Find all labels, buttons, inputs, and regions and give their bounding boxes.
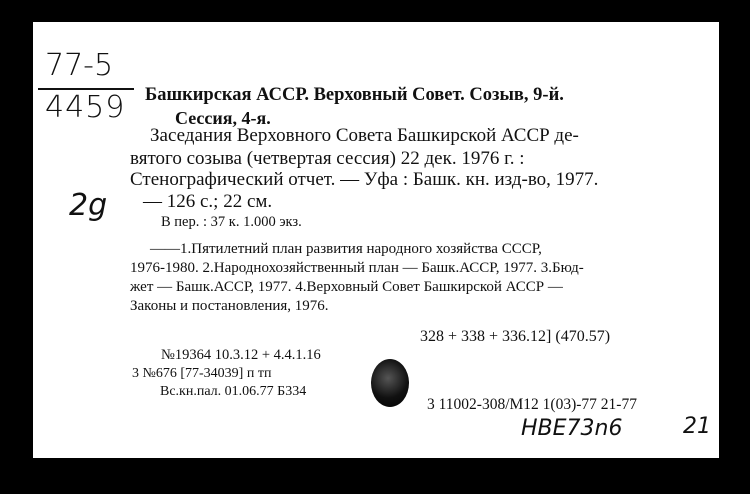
classification-line: 328 + 338 + 336.12] (470.57) [420,328,611,345]
subjects-line-4: Законы и постановления, 1976. [130,298,329,314]
title-line-4: — 126 с.; 22 см. [143,191,273,212]
handwritten-shelf-top: 77-5 [45,48,114,83]
title-line-2: вятого созыва (четвертая сессия) 22 дек. 1976 г. : [130,148,525,169]
price-line: В пер. : 37 к. 1.000 экз. [161,214,302,230]
handwritten-bottom-mark: HBE73n6 [521,416,623,441]
numbers-line-3: Вс.кн.пал. 01.06.77 Б334 [160,384,307,399]
handwritten-shelf-bottom: 4459 [45,90,126,125]
bottom-code-line: 3 11002-308/М12 1(03)-77 21-77 [427,396,637,413]
title-line-1: Заседания Верховного Совета Башкирской АССР де- [150,125,579,146]
ink-stamp-blot [371,359,409,407]
header-line-1: Башкирская АССР. Верховный Совет. Созыв, 9-й. [145,85,564,105]
subjects-line-1: ——1.Пятилетний план развития народного хозяйства СССР, [150,241,542,257]
subjects-line-3: жет — Башк.АССР, 1977. 4.Верховный Совет Башкирской АССР — [130,279,563,295]
subjects-line-2: 1976-1980. 2.Народнохозяйственный план — Башк.АССР, 1977. 3.Бюд- [130,260,584,276]
handwritten-bottom-number: 21 [683,414,711,439]
handwritten-left-mark: 2g [69,188,108,223]
catalog-card [33,22,719,458]
numbers-line-2: 3 №676 [77-34039] п тп [132,366,272,381]
title-line-3: Стенографический отчет. — Уфа : Башк. кн. изд-во, 1977. [130,169,599,190]
header-line-2: Сессия, 4-я. [175,108,271,128]
numbers-line-1: №19364 10.3.12 + 4.4.1.16 [161,347,321,363]
